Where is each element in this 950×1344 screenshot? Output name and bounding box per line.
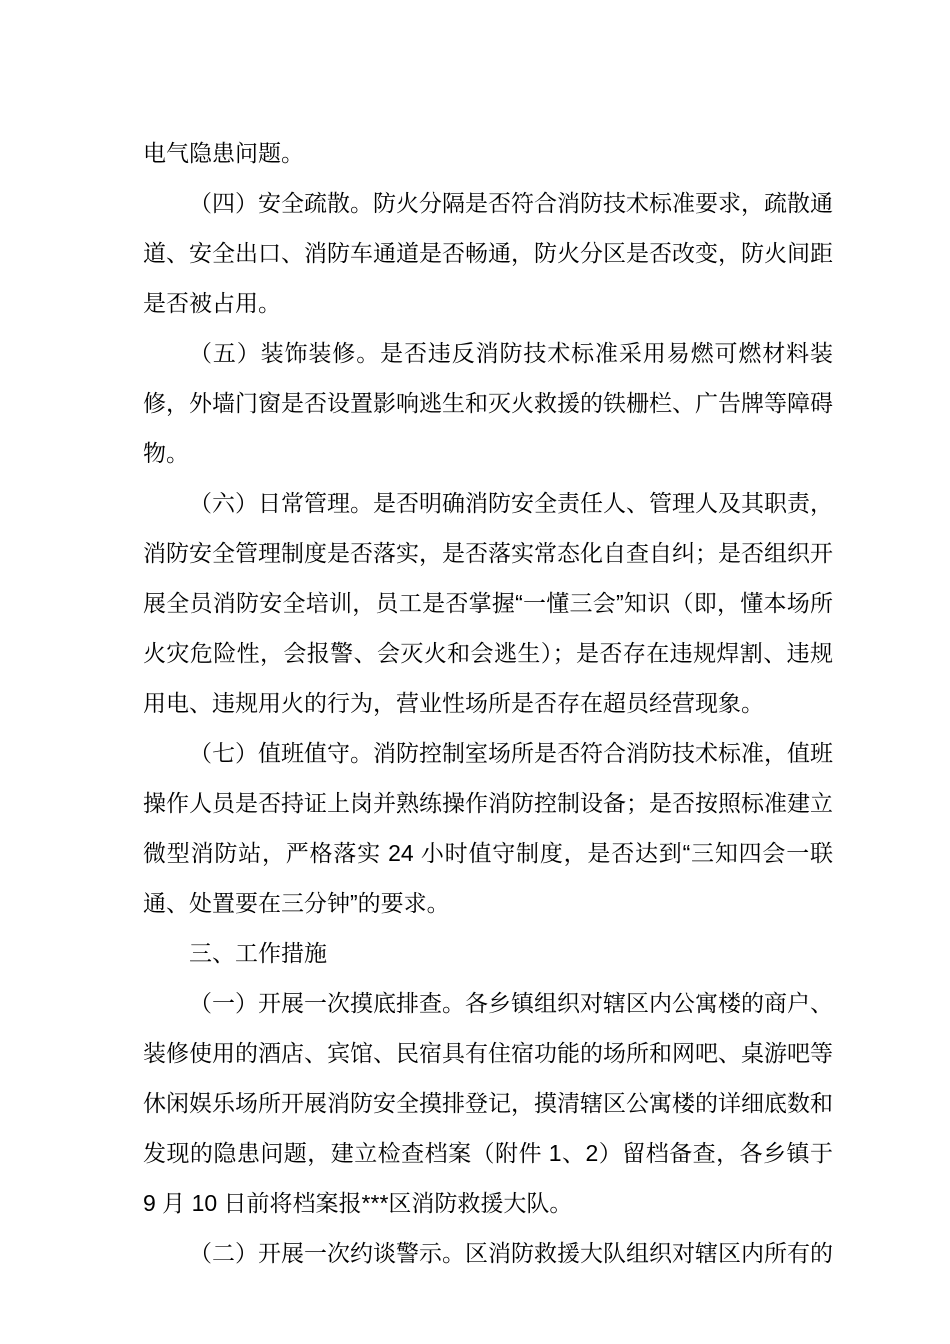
paragraph: （五）装饰装修。是否违反消防技术标准采用易燃可燃材料装修，外墙门窗是否设置影响逃生和灭火救援的铁栅栏、广告牌等障碍物。	[143, 340, 833, 466]
paragraph: （七）值班值守。消防控制室场所是否符合消防技术标准，值班操作人员是否持证上岗并熟练操作消防控制设备；是否按照标准建立微型消防站，严格落实 24 小时值守制度，是否达到“三知四会一联通、处置要在三分钟”的要求。	[143, 740, 833, 916]
paragraph: （一）开展一次摸底排查。各乡镇组织对辖区内公寓楼的商户、装修使用的酒店、宾馆、民宿具有住宿功能的场所和网吧、桌游吧等休闲娱乐场所开展消防安全摸排登记，摸清辖区公寓楼的详细底数和发现的隐患问题，建立检查档案（附件 1、2）留档备查，各乡镇于 9 月 10 日前将档案报***区消防救援大队。	[143, 990, 833, 1216]
paragraph: （六）日常管理。是否明确消防安全责任人、管理人及其职责，消防安全管理制度是否落实，是否落实常态化自查自纠；是否组织开展全员消防安全培训，员工是否掌握“一懂三会”知识（即，懂本场所火灾危险性，会报警、会灭火和会逃生）；是否存在违规焊割、违规用电、违规用火的行为，营业性场所是否存在超员经营现象。	[143, 490, 833, 716]
section-heading: 三、工作措施	[189, 940, 327, 966]
paragraph: 电气隐患问题。	[143, 140, 304, 166]
paragraph: （二）开展一次约谈警示。区消防救援大队组织对辖区内所有的	[189, 1240, 833, 1266]
paragraph: （四）安全疏散。防火分隔是否符合消防技术标准要求，疏散通道、安全出口、消防车通道是否畅通，防火分区是否改变，防火间距是否被占用。	[143, 190, 833, 316]
